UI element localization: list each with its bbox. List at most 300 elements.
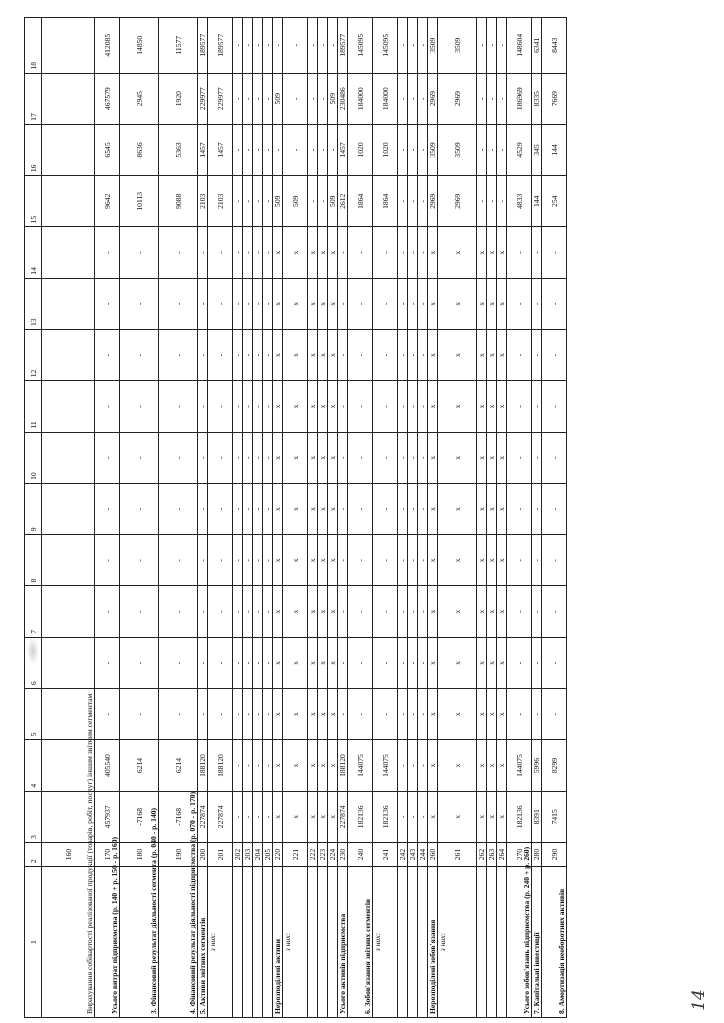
value-cell: x bbox=[273, 586, 283, 637]
value-cell: x bbox=[328, 689, 338, 740]
value-cell: 2969 bbox=[438, 176, 477, 227]
value-cell: - bbox=[477, 18, 487, 74]
row-code: 240 bbox=[348, 842, 373, 866]
value-cell: x bbox=[308, 535, 318, 586]
row-label bbox=[497, 867, 507, 1018]
value-cell: x bbox=[328, 432, 338, 483]
value-cell: - bbox=[120, 689, 159, 740]
value-cell: x bbox=[273, 740, 283, 791]
value-cell: - bbox=[373, 278, 398, 329]
value-cell: - bbox=[208, 381, 233, 432]
value-cell: - bbox=[233, 278, 243, 329]
value-cell: 509 bbox=[283, 176, 308, 227]
value-cell: x bbox=[318, 432, 328, 483]
row-label bbox=[318, 867, 328, 1018]
value-cell: - bbox=[253, 176, 263, 227]
row-label: Вирахування собівартості реалізованої продукції (товарів, робіт, послуг) іншим звітним сегментам bbox=[42, 867, 95, 1018]
value-cell: x bbox=[318, 586, 328, 637]
row-label bbox=[263, 867, 273, 1018]
value-cell: - bbox=[408, 791, 418, 842]
value-cell: - bbox=[263, 689, 273, 740]
column-header: 3 bbox=[25, 791, 42, 842]
value-cell: 8299 bbox=[542, 740, 567, 791]
value-cell: 145095 bbox=[348, 18, 373, 74]
column-header: 14 bbox=[25, 227, 42, 278]
value-cell: x bbox=[438, 227, 477, 278]
value-cell: 2945 bbox=[120, 73, 159, 124]
value-cell: x bbox=[318, 483, 328, 534]
value-cell: - bbox=[338, 483, 348, 534]
value-cell: - bbox=[159, 483, 198, 534]
value-cell: - bbox=[233, 124, 243, 175]
value-cell: x bbox=[487, 330, 497, 381]
value-cell: - bbox=[263, 791, 273, 842]
value-cell: - bbox=[418, 689, 428, 740]
value-cell: 229977 bbox=[198, 73, 208, 124]
value-cell: 184000 bbox=[348, 73, 373, 124]
value-cell: - bbox=[408, 432, 418, 483]
value-cell: - bbox=[253, 18, 263, 74]
value-cell: 5363 bbox=[159, 124, 198, 175]
value-cell: x bbox=[438, 791, 477, 842]
value-cell: - bbox=[532, 689, 542, 740]
value-cell: - bbox=[198, 330, 208, 381]
value-cell: - bbox=[233, 791, 243, 842]
value-cell: - bbox=[398, 740, 408, 791]
row-code: 170 bbox=[95, 842, 120, 866]
row-code: 270 bbox=[507, 842, 532, 866]
table-row bbox=[487, 18, 497, 1018]
value-cell: - bbox=[542, 381, 567, 432]
value-cell: - bbox=[328, 18, 338, 74]
value-cell: 2969 bbox=[428, 73, 438, 124]
value-cell: - bbox=[243, 637, 253, 688]
value-cell: - bbox=[532, 227, 542, 278]
value-cell: x bbox=[477, 432, 487, 483]
value-cell: - bbox=[308, 73, 318, 124]
column-header: 7 bbox=[25, 586, 42, 637]
value-cell: - bbox=[398, 73, 408, 124]
value-cell: - bbox=[408, 586, 418, 637]
value-cell: - bbox=[497, 176, 507, 227]
value-cell: 1457 bbox=[198, 124, 208, 175]
value-cell: - bbox=[338, 227, 348, 278]
value-cell: - bbox=[120, 432, 159, 483]
row-label: 5. Активи звітних сегментів bbox=[198, 867, 208, 1018]
value-cell: - bbox=[253, 637, 263, 688]
value-cell: - bbox=[398, 432, 408, 483]
value-cell: - bbox=[532, 432, 542, 483]
value-cell bbox=[42, 176, 95, 227]
value-cell: - bbox=[95, 278, 120, 329]
value-cell: - bbox=[348, 637, 373, 688]
value-cell: - bbox=[243, 227, 253, 278]
value-cell: x bbox=[487, 535, 497, 586]
value-cell: - bbox=[95, 381, 120, 432]
value-cell: - bbox=[198, 483, 208, 534]
value-cell: - bbox=[497, 18, 507, 74]
value-cell: 3509 bbox=[428, 18, 438, 74]
value-cell: 345 bbox=[532, 124, 542, 175]
column-header: 9 bbox=[25, 483, 42, 534]
value-cell: x bbox=[328, 740, 338, 791]
value-cell: - bbox=[507, 535, 532, 586]
value-cell: - bbox=[338, 278, 348, 329]
table-row bbox=[283, 18, 308, 1018]
value-cell: - bbox=[283, 18, 308, 74]
row-label bbox=[477, 867, 487, 1018]
value-cell: 1457 bbox=[208, 124, 233, 175]
value-cell: x bbox=[438, 740, 477, 791]
row-label bbox=[487, 867, 497, 1018]
value-cell: x bbox=[273, 483, 283, 534]
column-header: 16 bbox=[25, 124, 42, 175]
value-cell: - bbox=[253, 381, 263, 432]
value-cell: - bbox=[120, 330, 159, 381]
value-cell: - bbox=[243, 791, 253, 842]
value-cell: - bbox=[418, 740, 428, 791]
value-cell: - bbox=[233, 18, 243, 74]
table-row bbox=[477, 18, 487, 1018]
value-cell: - bbox=[542, 535, 567, 586]
value-cell: x bbox=[328, 637, 338, 688]
value-cell: - bbox=[263, 330, 273, 381]
table-row bbox=[338, 18, 348, 1018]
value-cell: x bbox=[318, 227, 328, 278]
value-cell: - bbox=[398, 535, 408, 586]
value-cell: x bbox=[487, 637, 497, 688]
value-cell: x bbox=[273, 637, 283, 688]
value-cell: - bbox=[159, 278, 198, 329]
value-cell: 509 bbox=[273, 176, 283, 227]
value-cell: 144075 bbox=[348, 740, 373, 791]
value-cell: 6214 bbox=[159, 740, 198, 791]
value-cell: - bbox=[477, 73, 487, 124]
table-row bbox=[198, 18, 208, 1018]
value-cell: - bbox=[507, 432, 532, 483]
value-cell: x bbox=[318, 689, 328, 740]
row-code: 260 bbox=[428, 842, 438, 866]
value-cell: - bbox=[348, 227, 373, 278]
value-cell: x bbox=[428, 432, 438, 483]
value-cell: x bbox=[308, 381, 318, 432]
row-label: 3. Фінансовий результат діяльності сегмента (р. 040 - р. 140) bbox=[120, 867, 159, 1018]
value-cell: - bbox=[308, 124, 318, 175]
row-label bbox=[398, 867, 408, 1018]
value-cell: 1920 bbox=[159, 73, 198, 124]
value-cell: - bbox=[408, 381, 418, 432]
value-cell: -7168 bbox=[120, 791, 159, 842]
value-cell: - bbox=[418, 176, 428, 227]
table-row bbox=[273, 18, 283, 1018]
value-cell: - bbox=[318, 176, 328, 227]
value-cell: - bbox=[243, 176, 253, 227]
column-header: 1 bbox=[25, 867, 42, 1018]
table-row bbox=[408, 18, 418, 1018]
value-cell: - bbox=[507, 483, 532, 534]
value-cell: - bbox=[95, 535, 120, 586]
value-cell: x bbox=[438, 637, 477, 688]
value-cell: - bbox=[233, 689, 243, 740]
value-cell: x bbox=[283, 535, 308, 586]
value-cell: x bbox=[477, 791, 487, 842]
value-cell: - bbox=[263, 381, 273, 432]
value-cell: - bbox=[348, 381, 373, 432]
value-cell: - bbox=[398, 381, 408, 432]
value-cell: - bbox=[373, 381, 398, 432]
value-cell: - bbox=[532, 535, 542, 586]
value-cell: x bbox=[273, 535, 283, 586]
value-cell: - bbox=[418, 278, 428, 329]
value-cell: 6214 bbox=[120, 740, 159, 791]
column-header: 12 bbox=[25, 330, 42, 381]
row-label: Усього витрат підприємства (р. 140 + р. 150 - р. 160) bbox=[95, 867, 120, 1018]
value-cell: 182136 bbox=[348, 791, 373, 842]
value-cell: 148604 bbox=[507, 18, 532, 74]
value-cell: x bbox=[477, 637, 487, 688]
value-cell: - bbox=[263, 227, 273, 278]
table-row bbox=[542, 18, 567, 1018]
value-cell: - bbox=[253, 227, 263, 278]
value-cell: - bbox=[398, 330, 408, 381]
row-label bbox=[328, 867, 338, 1018]
value-cell bbox=[42, 18, 95, 74]
value-cell bbox=[42, 535, 95, 586]
value-cell: - bbox=[253, 278, 263, 329]
value-cell: x bbox=[497, 740, 507, 791]
table-row bbox=[243, 18, 253, 1018]
value-cell: 1020 bbox=[348, 124, 373, 175]
value-cell: - bbox=[253, 483, 263, 534]
value-cell: - bbox=[253, 535, 263, 586]
value-cell: x bbox=[273, 330, 283, 381]
value-cell: x bbox=[318, 535, 328, 586]
value-cell: -7168 bbox=[159, 791, 198, 842]
row-label: з них: bbox=[208, 867, 233, 1018]
value-cell: x bbox=[497, 330, 507, 381]
row-label: 8. Амортизація необоротних активів bbox=[542, 867, 567, 1018]
value-cell: 11577 bbox=[159, 18, 198, 74]
value-cell: 188120 bbox=[198, 740, 208, 791]
row-code: 224 bbox=[328, 842, 338, 866]
value-cell: - bbox=[233, 73, 243, 124]
value-cell: 2103 bbox=[208, 176, 233, 227]
value-cell: - bbox=[263, 18, 273, 74]
row-code: 204 bbox=[253, 842, 263, 866]
value-cell: - bbox=[408, 740, 418, 791]
value-cell: - bbox=[542, 432, 567, 483]
value-cell: 6545 bbox=[95, 124, 120, 175]
value-cell: - bbox=[497, 73, 507, 124]
value-cell: - bbox=[487, 18, 497, 74]
value-cell: - bbox=[233, 227, 243, 278]
value-cell: - bbox=[542, 586, 567, 637]
value-cell: - bbox=[95, 689, 120, 740]
column-header: 2 bbox=[25, 842, 42, 866]
value-cell: x bbox=[497, 381, 507, 432]
value-cell: - bbox=[542, 330, 567, 381]
value-cell: x bbox=[328, 278, 338, 329]
value-cell: - bbox=[159, 330, 198, 381]
value-cell: 8335 bbox=[532, 73, 542, 124]
value-cell: 7415 bbox=[542, 791, 567, 842]
value-cell: - bbox=[308, 18, 318, 74]
value-cell: 509 bbox=[273, 73, 283, 124]
value-cell: - bbox=[507, 278, 532, 329]
value-cell: x bbox=[273, 227, 283, 278]
value-cell bbox=[42, 432, 95, 483]
scan-smudge bbox=[27, 637, 39, 665]
row-code: 223 bbox=[318, 842, 328, 866]
column-header: 5 bbox=[25, 689, 42, 740]
table-row bbox=[328, 18, 338, 1018]
value-cell: - bbox=[243, 535, 253, 586]
value-cell: - bbox=[283, 124, 308, 175]
value-cell: 9088 bbox=[159, 176, 198, 227]
value-cell: - bbox=[338, 586, 348, 637]
value-cell: - bbox=[159, 381, 198, 432]
value-cell: - bbox=[408, 227, 418, 278]
value-cell: - bbox=[263, 73, 273, 124]
value-cell: x bbox=[487, 381, 497, 432]
value-cell: x bbox=[283, 330, 308, 381]
table-row bbox=[497, 18, 507, 1018]
value-cell: - bbox=[233, 432, 243, 483]
value-cell: - bbox=[398, 791, 408, 842]
value-cell: - bbox=[487, 176, 497, 227]
value-cell: - bbox=[120, 586, 159, 637]
value-cell: - bbox=[418, 586, 428, 637]
value-cell: - bbox=[348, 330, 373, 381]
value-cell: - bbox=[159, 586, 198, 637]
value-cell: 145095 bbox=[373, 18, 398, 74]
row-label bbox=[253, 867, 263, 1018]
row-code: 202 bbox=[233, 842, 243, 866]
value-cell: x bbox=[308, 791, 318, 842]
table-row bbox=[418, 18, 428, 1018]
value-cell: - bbox=[373, 227, 398, 278]
value-cell: - bbox=[542, 227, 567, 278]
value-cell: x bbox=[308, 740, 318, 791]
value-cell: x bbox=[438, 586, 477, 637]
row-code: 220 bbox=[273, 842, 283, 866]
value-cell: x bbox=[487, 432, 497, 483]
value-cell: 188120 bbox=[338, 740, 348, 791]
value-cell: 144 bbox=[542, 124, 567, 175]
value-cell: - bbox=[243, 740, 253, 791]
value-cell: x bbox=[318, 791, 328, 842]
value-cell bbox=[42, 73, 95, 124]
row-label: Нерозподілені активи bbox=[273, 867, 283, 1018]
table-row bbox=[532, 18, 542, 1018]
value-cell: 144075 bbox=[507, 740, 532, 791]
value-cell: - bbox=[263, 432, 273, 483]
value-cell: - bbox=[532, 586, 542, 637]
value-cell: x bbox=[318, 330, 328, 381]
value-cell: x bbox=[283, 689, 308, 740]
row-label bbox=[418, 867, 428, 1018]
row-label: з них: bbox=[438, 867, 477, 1018]
table-row bbox=[308, 18, 318, 1018]
value-cell: x bbox=[487, 791, 497, 842]
value-cell: - bbox=[338, 535, 348, 586]
value-cell: x bbox=[497, 278, 507, 329]
value-cell: 188120 bbox=[208, 740, 233, 791]
table-row bbox=[233, 18, 243, 1018]
value-cell: - bbox=[253, 689, 263, 740]
value-cell: - bbox=[253, 330, 263, 381]
value-cell: - bbox=[95, 586, 120, 637]
row-code: 201 bbox=[208, 842, 233, 866]
value-cell: 9642 bbox=[95, 176, 120, 227]
handwritten-page-number: 14 bbox=[688, 989, 709, 1011]
value-cell: x bbox=[477, 689, 487, 740]
value-cell: x bbox=[438, 432, 477, 483]
value-cell: - bbox=[373, 637, 398, 688]
column-number-header bbox=[25, 18, 42, 1018]
value-cell: 8636 bbox=[120, 124, 159, 175]
segment-report-table bbox=[24, 17, 567, 1018]
column-header: 13 bbox=[25, 278, 42, 329]
value-cell: - bbox=[233, 740, 243, 791]
column-header: 4 bbox=[25, 740, 42, 791]
value-cell: - bbox=[408, 278, 418, 329]
value-cell: x bbox=[438, 535, 477, 586]
table-row bbox=[507, 18, 532, 1018]
value-cell: - bbox=[253, 124, 263, 175]
value-cell: - bbox=[507, 227, 532, 278]
value-cell: - bbox=[243, 381, 253, 432]
value-cell: 14850 bbox=[120, 18, 159, 74]
value-cell: 229977 bbox=[208, 73, 233, 124]
value-cell: - bbox=[95, 227, 120, 278]
value-cell: - bbox=[477, 176, 487, 227]
table-row bbox=[159, 18, 198, 1018]
column-header: 11 bbox=[25, 381, 42, 432]
value-cell: - bbox=[208, 586, 233, 637]
value-cell: - bbox=[408, 483, 418, 534]
value-cell: 509 bbox=[328, 73, 338, 124]
value-cell: - bbox=[208, 689, 233, 740]
value-cell: - bbox=[418, 381, 428, 432]
value-cell: - bbox=[120, 381, 159, 432]
value-cell: x bbox=[328, 791, 338, 842]
value-cell: x bbox=[308, 227, 318, 278]
table-body bbox=[42, 18, 567, 1018]
value-cell: - bbox=[418, 637, 428, 688]
table-row bbox=[95, 18, 120, 1018]
value-cell: x bbox=[428, 535, 438, 586]
value-cell: 412085 bbox=[95, 18, 120, 74]
value-cell: - bbox=[95, 330, 120, 381]
value-cell: - bbox=[373, 432, 398, 483]
value-cell: - bbox=[408, 18, 418, 74]
value-cell: - bbox=[507, 381, 532, 432]
value-cell: x bbox=[497, 227, 507, 278]
value-cell: - bbox=[208, 535, 233, 586]
value-cell: - bbox=[418, 227, 428, 278]
value-cell: - bbox=[497, 124, 507, 175]
value-cell: x bbox=[273, 381, 283, 432]
value-cell: - bbox=[263, 124, 273, 175]
value-cell: 1457 bbox=[338, 124, 348, 175]
value-cell: x bbox=[477, 330, 487, 381]
value-cell: - bbox=[507, 637, 532, 688]
row-code: 221 bbox=[283, 842, 308, 866]
value-cell: 6341 bbox=[532, 18, 542, 74]
value-cell: - bbox=[95, 432, 120, 483]
value-cell: x bbox=[497, 637, 507, 688]
